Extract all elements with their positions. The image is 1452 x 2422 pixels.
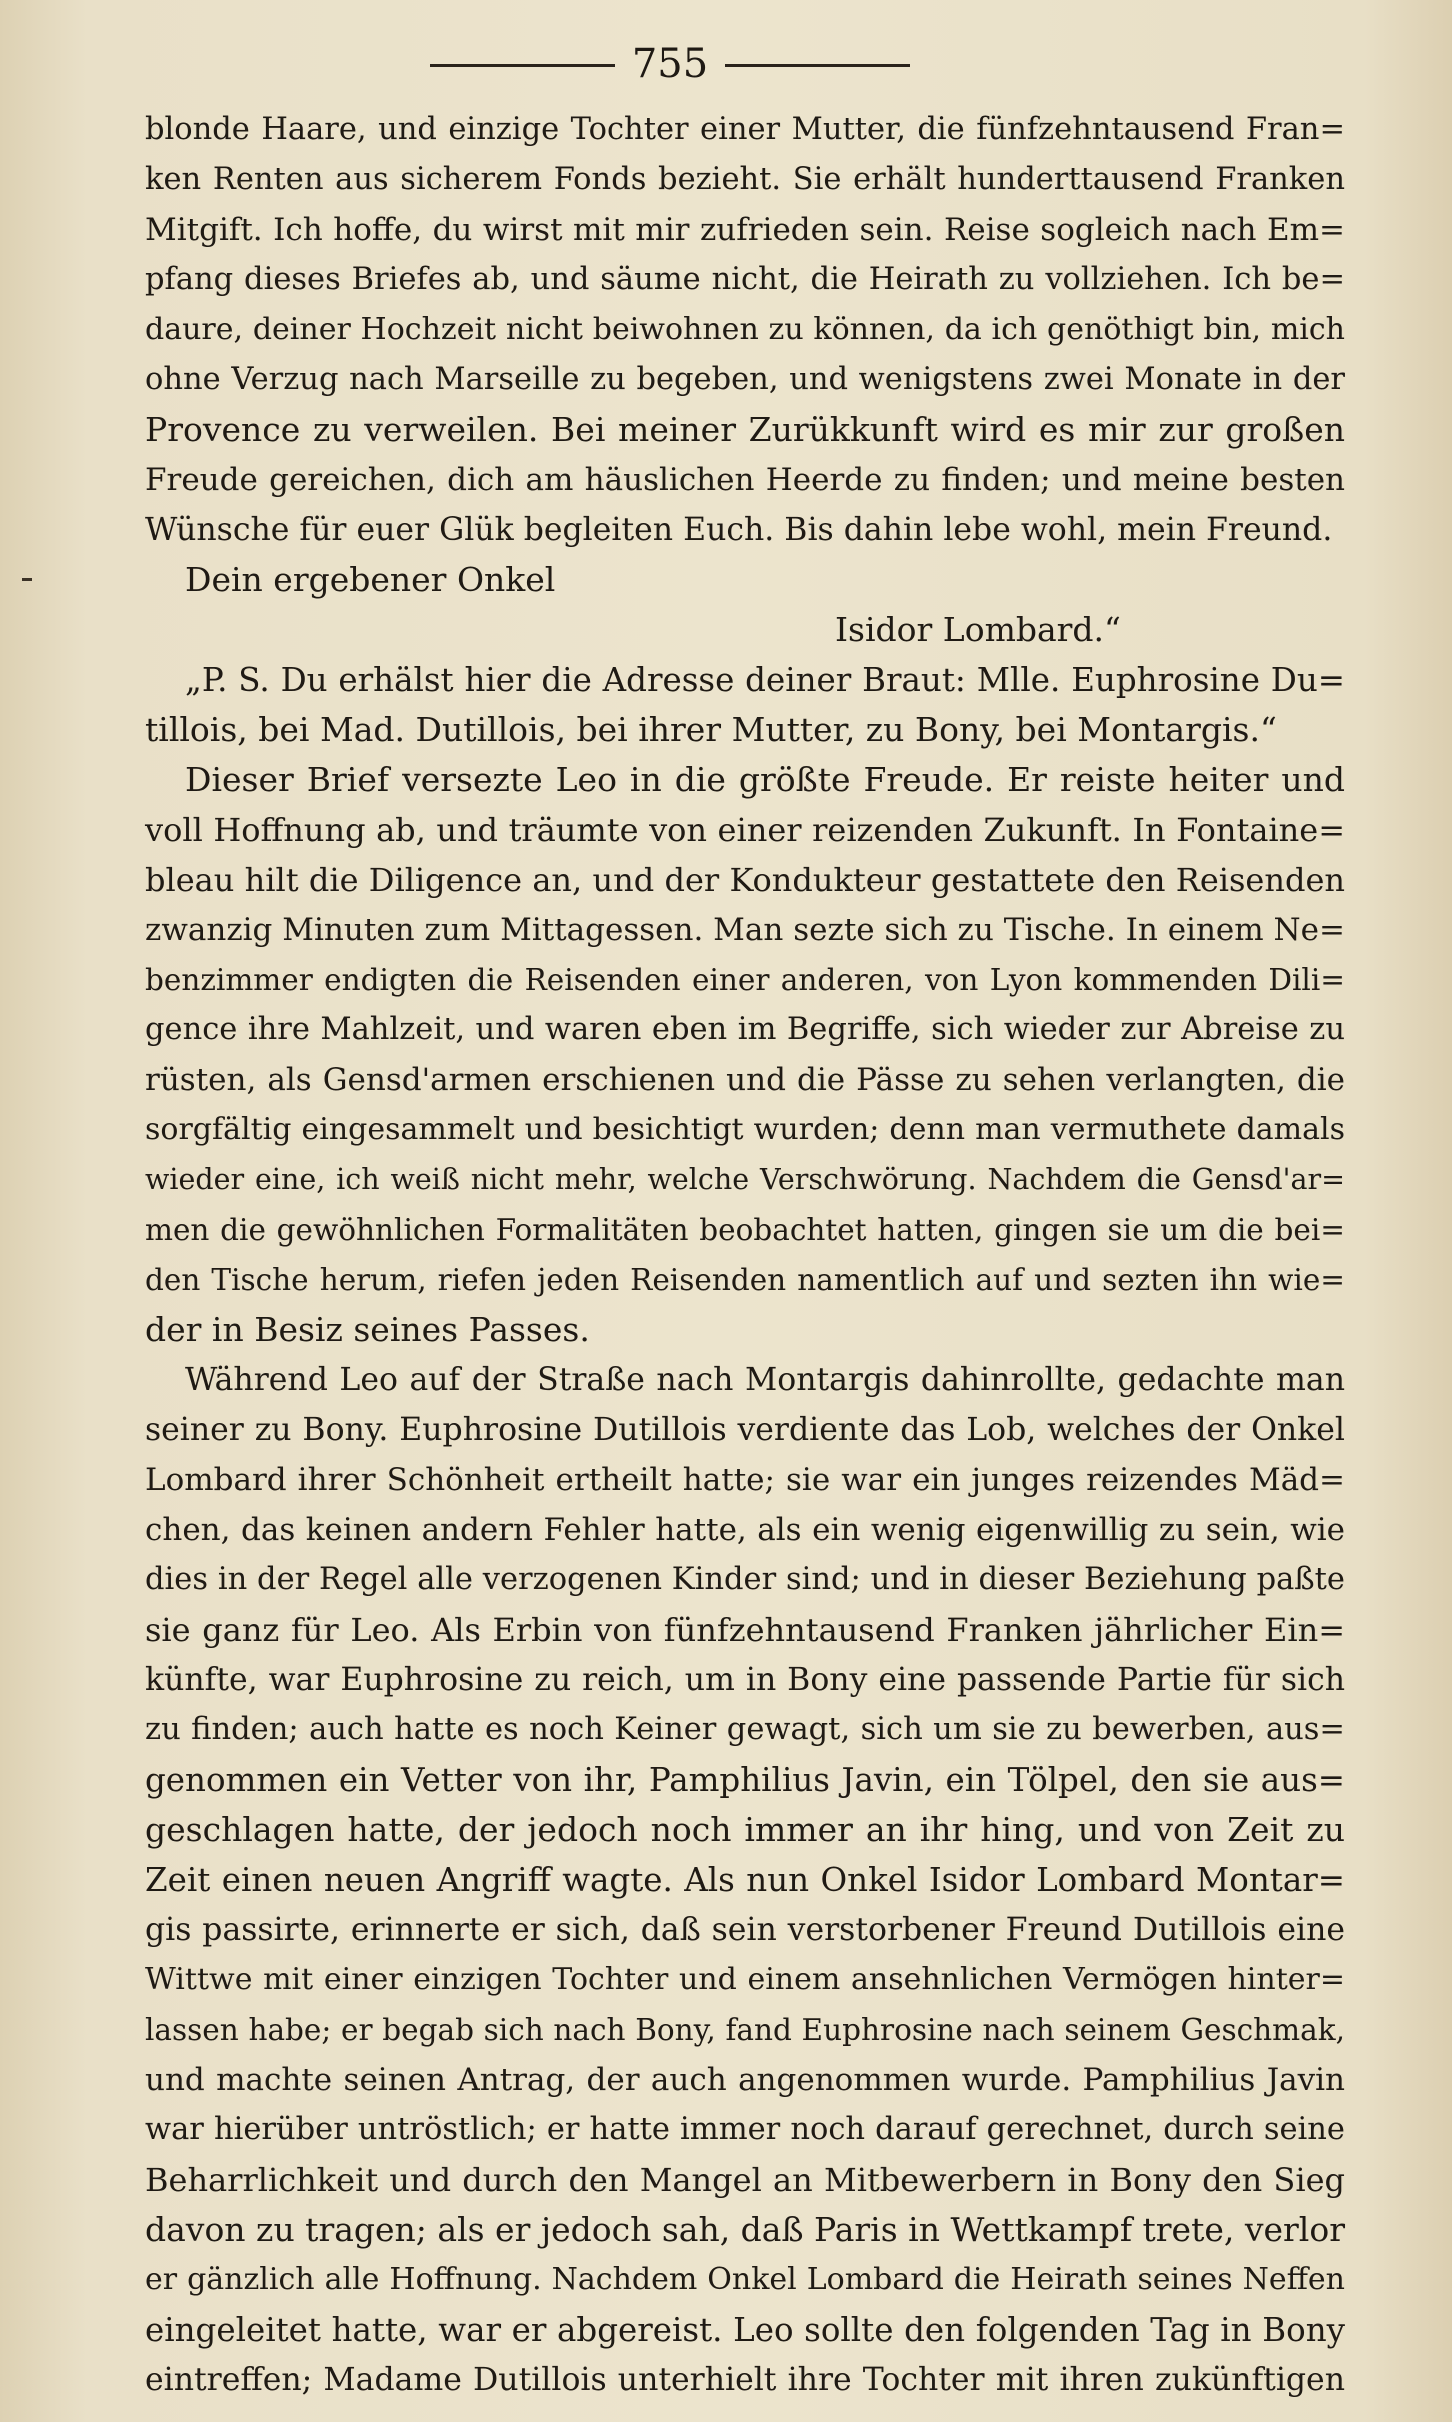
text-line: pfang dieses Briefes ab, und säume nicht, die Heirath zu vollziehen. Ich be= xyxy=(145,262,1345,297)
text-line: ken Renten aus sicherem Fonds bezieht. Sie erhält hunderttausend Franken xyxy=(145,162,1345,197)
text-line: blonde Haare, und einzige Tochter einer Mutter, die fünfzehntausend Fran= xyxy=(145,112,1345,147)
text-line: lassen habe; er begab sich nach Bony, fand Euphrosine nach seinem Geschmak, xyxy=(145,2013,1345,2047)
text-line: tillois, bei Mad. Dutillois, bei ihrer Mutter, zu Bony, bei Montargis.“ xyxy=(145,710,1277,749)
text-line: bleau hilt die Diligence an, und der Kondukteur gestattete den Reisenden xyxy=(145,861,1345,899)
text-line: genommen ein Vetter von ihr, Pamphilius Javin, ein Tölpel, den sie aus= xyxy=(145,1761,1345,1799)
body-text xyxy=(145,105,1345,2405)
text-line: den Tische herum, riefen jeden Reisenden namentlich auf und sezten ihn wie= xyxy=(145,1263,1345,1297)
text-line: Dieser Brief versezte Leo in die größte Freude. Er reiste heiter und xyxy=(185,760,1345,799)
text-line: Wünsche für euer Glük begleiten Euch. Bis dahin lebe wohl, mein Freund. xyxy=(145,512,1333,548)
text-line: gence ihre Mahlzeit, und waren eben im Begriffe, sich wieder zur Abreise zu xyxy=(145,1012,1345,1047)
text-line: men die gewöhnlichen Formalitäten beobachtet hatten, gingen sie um die bei= xyxy=(145,1213,1345,1247)
text-line: chen, das keinen andern Fehler hatte, als ein wenig eigenwillig zu sein, wie xyxy=(145,1512,1345,1548)
text-line: Freude gereichen, dich am häuslichen Heerde zu finden; und meine besten xyxy=(145,462,1345,498)
text-line: Mitgift. Ich hoffe, du wirst mit mir zufrieden sein. Reise sogleich nach Em= xyxy=(145,212,1345,248)
text-line: der in Besiz seines Passes. xyxy=(145,1310,590,1349)
text-line: davon zu tragen; als er jedoch sah, daß Paris in Wettkampf trete, verlor xyxy=(145,2210,1346,2249)
text-line: eingeleitet hatte, war er abgereist. Leo sollte den folgenden Tag in Bony xyxy=(145,2311,1345,2349)
text-line: künfte, war Euphrosine zu reich, um in Bony eine passende Partie für sich xyxy=(145,1662,1345,1698)
text-line: ohne Verzug nach Marseille zu begeben, und wenigstens zwei Monate in der xyxy=(145,362,1345,397)
page-number: 755 xyxy=(631,41,709,87)
margin-mark xyxy=(22,578,32,581)
text-line: sorgfältig eingesammelt und besichtigt wurden; denn man vermuthete damals xyxy=(145,1112,1345,1147)
text-line: zu finden; auch hatte es noch Keiner gewagt, sich um sie zu bewerben, aus= xyxy=(145,1712,1345,1747)
text-line: gis passirte, erinnerte er sich, daß sein verstorbener Freund Dutillois eine xyxy=(145,1912,1345,1948)
text-line: Während Leo auf der Straße nach Montargis dahinrollte, gedachte man xyxy=(185,1362,1345,1398)
text-line: benzimmer endigten die Reisenden einer anderen, von Lyon kommenden Dili= xyxy=(145,963,1345,997)
text-line: eintreffen; Madame Dutillois unterhielt ihre Tochter mit ihren zukünftigen xyxy=(145,2362,1345,2398)
letter-closing: Dein ergebener Onkel xyxy=(185,560,556,599)
text-line: rüsten, als Gensd'armen erschienen und die Pässe zu sehen verlangten, die xyxy=(145,1062,1345,1098)
text-line: Lombard ihrer Schönheit ertheilt hatte; sie war ein junges reizendes Mäd= xyxy=(145,1462,1345,1498)
text-line: zwanzig Minuten zum Mittagessen. Man sezte sich zu Tische. In einem Ne= xyxy=(145,912,1345,948)
text-line: dies in der Regel alle verzogenen Kinder sind; und in dieser Beziehung paßte xyxy=(145,1562,1345,1597)
header-rule-right xyxy=(725,64,910,67)
text-line: er gänzlich alle Hoffnung. Nachdem Onkel Lombard die Heirath seines Neffen xyxy=(145,2262,1345,2297)
text-line: seiner zu Bony. Euphrosine Dutillois verdiente das Lob, welches der Onkel xyxy=(145,1412,1345,1448)
header-rule-left xyxy=(430,64,615,67)
text-line: und machte seinen Antrag, der auch angenommen wurde. Pamphilius Javin xyxy=(145,2062,1345,2098)
text-line: „P. S. Du erhälst hier die Adresse deiner Braut: Mlle. Euphrosine Du= xyxy=(185,661,1345,699)
letter-signature: Isidor Lombard.“ xyxy=(835,610,1121,649)
text-line: Zeit einen neuen Angriff wagte. Als nun Onkel Isidor Lombard Montar= xyxy=(145,1861,1345,1899)
page-header xyxy=(0,40,1452,90)
text-line: wieder eine, ich weiß nicht mehr, welche Verschwörung. Nachdem die Gensd'ar= xyxy=(145,1163,1345,1196)
text-line: geschlagen hatte, der jedoch noch immer an ihr hing, und von Zeit zu xyxy=(145,1810,1345,1849)
text-line: war hierüber untröstlich; er hatte immer noch darauf gerechnet, durch seine xyxy=(145,2112,1345,2147)
text-line: Beharrlichkeit und durch den Mangel an Mitbewerbern in Bony den Sieg xyxy=(145,2161,1345,2199)
text-line: Provence zu verweilen. Bei meiner Zurükkunft wird es mir zur großen xyxy=(145,410,1345,449)
text-line: Wittwe mit einer einzigen Tochter und einem ansehnlichen Vermögen hinter= xyxy=(145,1962,1345,1997)
text-line: sie ganz für Leo. Als Erbin von fünfzehntausend Franken jährlicher Ein= xyxy=(145,1611,1345,1649)
text-line: daure, deiner Hochzeit nicht beiwohnen zu können, da ich genöthigt bin, mich xyxy=(145,312,1345,347)
text-line: voll Hoffnung ab, und träumte von einer reizenden Zukunft. In Fontaine= xyxy=(145,811,1345,849)
